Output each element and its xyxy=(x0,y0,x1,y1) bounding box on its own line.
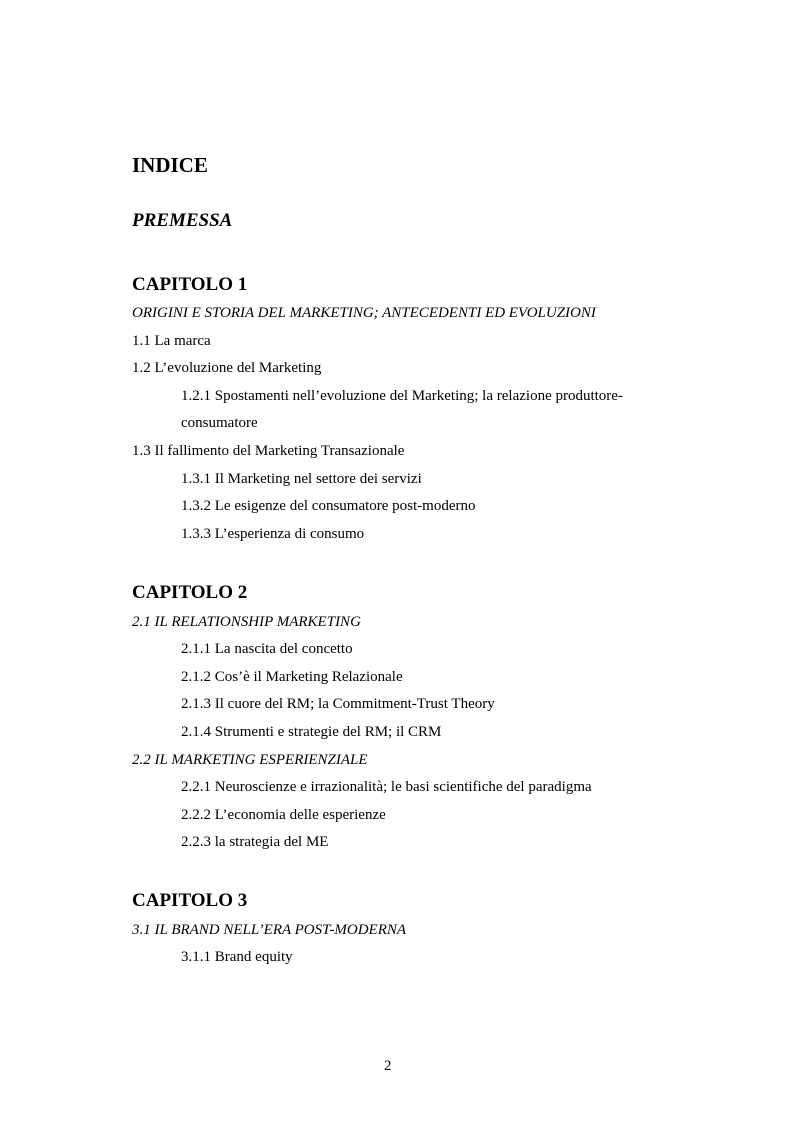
premessa-heading: PREMESSA xyxy=(132,210,233,231)
toc-entry-2-2-3: 2.2.3 la strategia del ME xyxy=(181,834,329,850)
toc-entry-1-3: 1.3 Il fallimento del Marketing Transazionale xyxy=(132,443,405,459)
toc-entry-2-1-3: 2.1.3 Il cuore del RM; la Commitment-Trust Theory xyxy=(181,696,495,712)
chapter-2-heading: CAPITOLO 2 xyxy=(132,582,248,603)
toc-entry-1-3-1: 1.3.1 Il Marketing nel settore dei servizi xyxy=(181,471,422,487)
toc-entry-1-1: 1.1 La marca xyxy=(132,333,211,349)
toc-entry-1-3-3: 1.3.3 L’esperienza di consumo xyxy=(181,526,365,542)
toc-entry-1-3-2: 1.3.2 Le esigenze del consumatore post-moderno xyxy=(181,498,476,514)
toc-entry-2-1-4: 2.1.4 Strumenti e strategie del RM; il CRM xyxy=(181,724,442,740)
chapter-3-heading: CAPITOLO 3 xyxy=(132,890,248,911)
section-3-1-title: 3.1 IL BRAND NELL’ERA POST-MODERNA xyxy=(132,922,407,938)
chapter-1-heading: CAPITOLO 1 xyxy=(132,274,248,295)
section-2-2-title: 2.2 IL MARKETING ESPERIENZIALE xyxy=(132,752,368,768)
toc-entry-2-2-1: 2.2.1 Neuroscienze e irrazionalità; le basi scientifiche del paradigma xyxy=(181,779,592,795)
toc-entry-3-1-1: 3.1.1 Brand equity xyxy=(181,949,293,965)
section-2-1-title: 2.1 IL RELATIONSHIP MARKETING xyxy=(132,614,361,630)
chapter-1-subtitle: ORIGINI E STORIA DEL MARKETING; ANTECEDENTI ED EVOLUZIONI xyxy=(132,305,596,321)
toc-entry-2-1-2: 2.1.2 Cos’è il Marketing Relazionale xyxy=(181,669,403,685)
page-title: INDICE xyxy=(132,153,208,177)
toc-entry-2-2-2: 2.2.2 L’economia delle esperienze xyxy=(181,807,386,823)
toc-entry-2-1-1: 2.1.1 La nascita del concetto xyxy=(181,641,353,657)
toc-entry-1-2-1-continued: consumatore xyxy=(181,415,258,431)
toc-entry-1-2-1: 1.2.1 Spostamenti nell’evoluzione del Marketing; la relazione produttore- xyxy=(181,388,623,404)
page-number: 2 xyxy=(384,1058,392,1074)
toc-entry-1-2: 1.2 L’evoluzione del Marketing xyxy=(132,360,322,376)
